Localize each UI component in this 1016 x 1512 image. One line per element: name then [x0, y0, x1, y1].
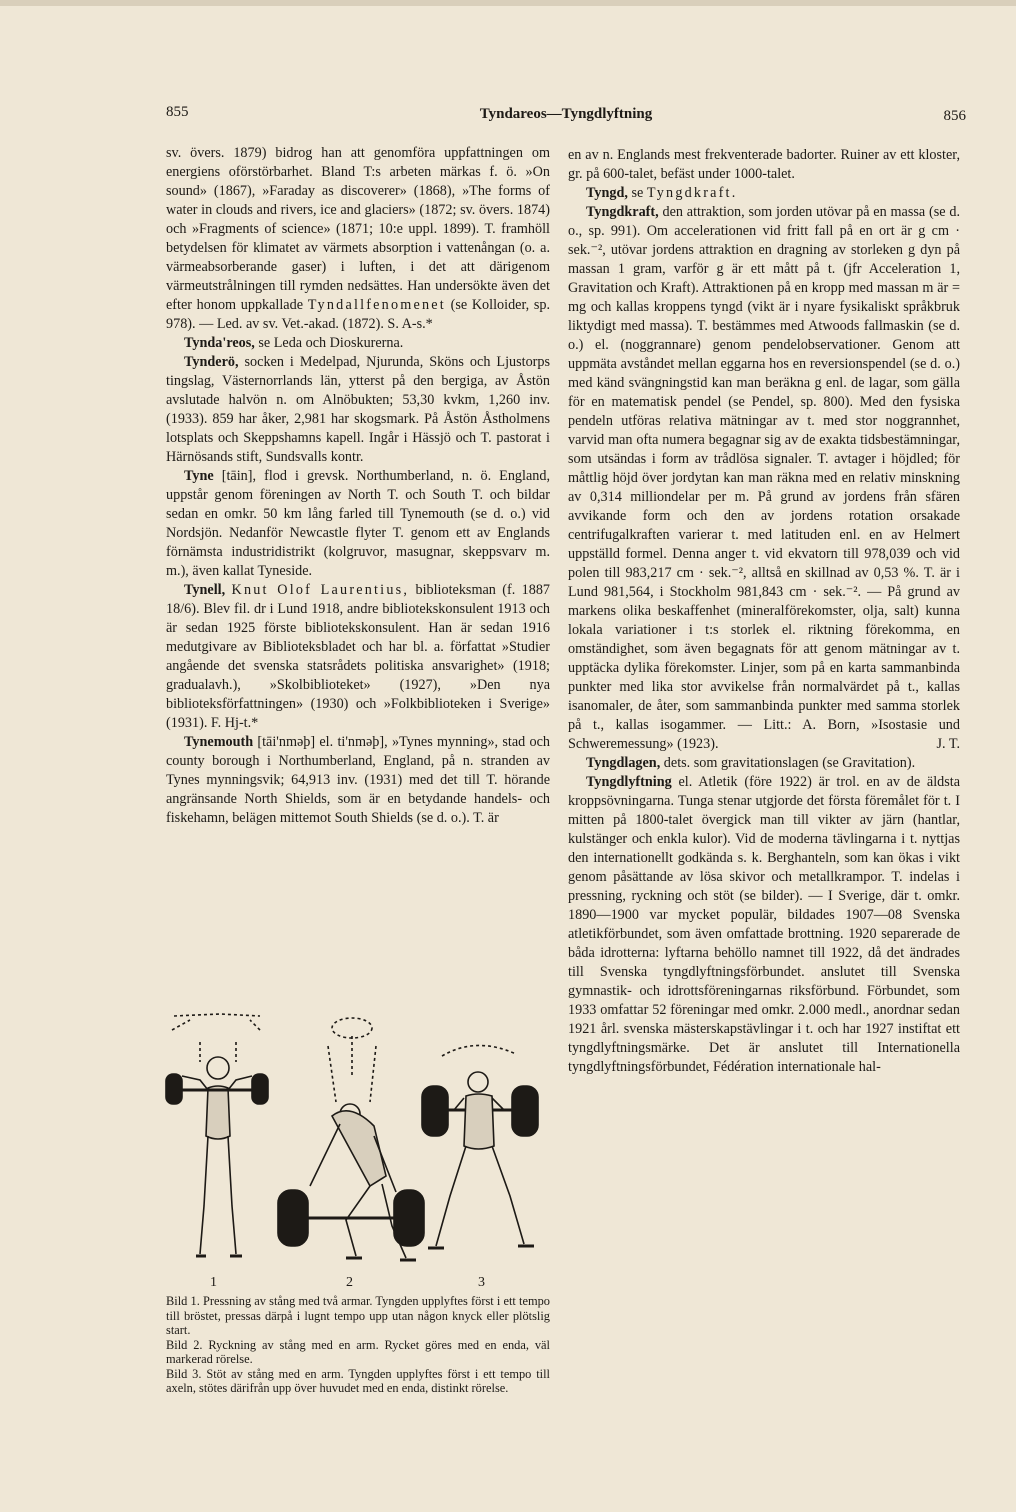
tyndall-entry-continuation: sv. övers. 1879) bidrog han att genomföra uppfattningen om energiens oförstörbarhet. Bland T:s arbeten märkas f. ö. »On sound» (1867), »Faraday as discoverer» (1868), »The forms of water in clouds and rivers, ice and glaciers» (1872; sv. övers. 1874) och »Fragments of science» (1871; 10:e uppl. 1899). T. framhöll betydelsen för klimatet av värmets absorption i vattenångan (o. a. värmeabsorberande gaser) i luften, i det att därigenom värmeutstrålningen till rymden nedsättes. Han undersökte även det efter honom uppkallade Tyndallfenomenet (se Kolloider, sp. 978). — Led. av sv. Vet.-akad. (1872). S. A-s.*: [166, 145, 551, 332]
tynderö-entry: Tynderö, socken i Medelpad, Njurunda, Sköns och Ljustorps tingslag, Västernorrlands län, ytterst på den bergiga, av Åstön avslutade halvön n. om Alnöbukten; 53,30 kvkm, 1,260 inv. (1933). 859 har åker, 2,981 har skogsmark. På Åstön Åstholmens lotsplats och Skeppshamns kapell. Ingår i Hässjö och T. pastorat i Härnösands stift, Sundsvalls kontr.: [166, 354, 550, 465]
entry-headword: Tyngdlagen,: [586, 755, 661, 771]
figure-numbers: [166, 1275, 550, 1293]
page-header: [166, 104, 966, 128]
page-number-right: 856: [943, 108, 966, 124]
entry-headword: Tyngd,: [586, 185, 628, 201]
author-signature: J. T.: [936, 736, 960, 752]
caption-3: Bild 3. Stöt av stång med en arm. Tyngden upplyftes först i ett tempo till axeln, stötes därifrån upp över huvudet med en enda, distinkt rörelse.: [166, 1366, 550, 1395]
tyngdkraft-entry: Tyngdkraft, den attraktion, som jorden utövar på en massa (se d. o., sp. 991). Om accelerationen vid fritt fall på en ort är g cm · sek.⁻², utövar jordens attraktion en dragning av storleken g dyn på massan 1 gram, varför g är ett mått på t. (jfr Acceleration 1, Gravitation och Kraft). Attraktionen på en kropp med massan m är = mg och kallas kroppens tyngd (vikt är i nyare fysikaliskt språkbruk liktydigt med massa). T. bestämmes med Atwoods fallmaskin (se d. o.) el. (noggrannare) genom pendelobservationer. Genom att uppmäta avståndet mellan eggarna hos en reversionspendel (se d. o.) med känd svängningstid kan man beräkna g enl. de lagar, som gälla för en matematisk pendel (se Pendel, sp. 800). Med den fysiska pendeln utföras relativa mätningar av t. med stor noggrannhet, varvid man ofta numera begagnar sig av de exakta tidsbestämningar, som utsändas i form av trådlösa signaler. T. avtager i höjdled; för måttlig höjd över jordytan kan man räkna med en relativ minskning av 0,314 milliondelar per m. På grund av jordens från sfären avvikande form och den av jordens rotation orsakade centrifugalkraften varierar t. med latituden enl. en av Helmert uppställd formel. Denna anger t. vid ekvatorn till 978,039 och vid polen till 983,217 cm · sek.⁻², alltså en skillnad av 0,53 %. T. är i Lund 981,564, i Stockholm 981,843 cm · sek.⁻². — På grund av markens olika beskaffenhet (mineralförekomster, olja, salt) kunna lokala variationer i t:s storlek el. riktning förekomma, en omständighet, som även begagnats för att genom mätningar av t. upptäcka dylika förekomster. Linjer, som på en karta sammanbinda punkter med lika stor avvikelse från normalvärdet på t., kallas isanomaler, de åter, som sammanbinda punkter med samma storlek på t., kallas isogammer. — Litt.: A. Born, »Isostasie und Schweremessung» (1923). J. T.: [568, 204, 961, 752]
tynemouth-entry: Tynemouth [tāi'nmәþ] el. ti'nmәþ], »Tynes mynning», stad och county borough i Northumberland, England, på n. stranden av Tynes mynningsvik; 64,913 inv. (1931) med det till T. hörande angränsande North Shields, som är en betydande handels- och fiskehamn, belägen mittemot South Shields (se d. o.). T. är: [166, 734, 550, 826]
tyngd-entry: Tyngd, se Tyngdkraft.: [586, 185, 738, 201]
page-running-title: Tyndareos—Tyngdlyftning: [479, 106, 653, 122]
figure-number-1: 1: [210, 1275, 217, 1290]
entry-headword: Tyngdkraft,: [586, 204, 659, 220]
tynemouth-entry-continuation: en av n. Englands mest frekventerade badorter. Ruiner av ett kloster, gr. på 600-talet, befäst under 1000-talet.: [568, 147, 960, 182]
entry-headword: Tyngdlyftning: [586, 774, 672, 790]
right-column: [568, 146, 960, 1077]
caption-1: Bild 1. Pressning av stång med två armar. Tyngden upplyftes först i ett tempo till bröstet, pressas därpå i lugnt tempo upp utan någon knyck eller plötslig start.: [166, 1294, 550, 1337]
entry-headword: Tyne: [184, 468, 214, 484]
left-column: [166, 144, 550, 828]
tyne-entry: Tyne [tāin], flod i grevsk. Northumberland, n. ö. England, uppstår genom föreningen av North T. och South T. och bildar sedan en omkr. 50 km lång farled till Tynemouth (se d. o.) vid Nordsjön. Nedanför Newcastle flyter T. genom ett av Englands förnämsta industridistrikt (kolgruvor, masugnar, skeppsvarv m. m.), även kallat Tyneside.: [166, 468, 550, 579]
tyndareos-entry: Tynda'reos, se Leda och Dioskurerna.: [184, 335, 404, 351]
entry-headword: Tynell,: [184, 582, 226, 598]
figure-2-snatch-lifter: [278, 1018, 424, 1260]
figure-3-jerk-lifter: [422, 1045, 538, 1248]
tyngdlyftning-entry: Tyngdlyftning el. Atletik (före 1922) är trol. en av de äldsta kroppsövningarna. Tunga stenar utgjorde det första föremålet för t. I mitten på 1800-talet övergick man till vikter av järn (hantlar, kulstänger och enkla kulor). Vid de moderna tävlingarna i t. nyttjas den internationellt godkända s. k. Berghanteln, som kan ökas i vikt genom påsättande av lösa skivor och metallkrampor. T. indelas i pressning, ryckning och stöt (se bilder). — I Sverige, där t. omkr. 1890—1900 var mycket populär, bildades 1907—08 Svenska atletikförbundet, som även omfattade brottning. 1920 separerade de båda idrotterna: lyftarna behöllo namnet till 1922, då det ändrades till Svenska tyngdlyftningsförbundet. anslutet till Svenska gymnastik- och idrottsföreningarnas riksförbund. Förbundet, som 1933 omfattar 52 föreningar med omkr. 2.000 medl., anordnar sedan 1921 årl. svenska mästerskapstävlingar i t. och har 1927 instiftat ett tyngdlyftningsmärke. Det är anslutet till Internationella tyngdlyftningsförbundet, Fédération internationale hal-: [568, 774, 961, 1075]
page-number-left: 855: [166, 104, 189, 120]
tyngdlagen-entry: Tyngdlagen, dets. som gravitationslagen (se Gravitation).: [586, 755, 916, 771]
weightlifting-illustration: [160, 1006, 556, 1274]
caption-2: Bild 2. Ryckning av stång med en arm. Rycket göres med en enda, väl markerad rörelse.: [166, 1337, 550, 1366]
entry-headword: Tynda'reos,: [184, 335, 255, 351]
figure-number-2: 2: [346, 1275, 353, 1290]
figure-captions: [166, 1294, 550, 1396]
page-top-edge: [0, 0, 1016, 6]
tynell-entry: Tynell, Knut Olof Laurentius, biblioteksman (f. 1887 18/6). Blev fil. dr i Lund 1918, andre bibliotekskonsulent 1913 och är sedan 1925 förste bibliotekskonsulent. Han är sedan 1916 medutgivare av Biblioteksbladet och har bl. a. författat »Studier angående det svenska statsrådets politiska ansvarighet» (1918; gradualavh.), »Skolbiblioteket» (1927), »Den nya biblioteksförfattningen» (1930) och »Folkbiblioteken i Sverige» (1931). F. Hj-t.*: [166, 582, 551, 731]
entry-headword: Tynderö,: [184, 354, 239, 370]
figure-number-3: 3: [478, 1275, 485, 1290]
entry-headword: Tynemouth: [184, 734, 254, 750]
figure-1-press-lifter: [166, 1014, 268, 1256]
